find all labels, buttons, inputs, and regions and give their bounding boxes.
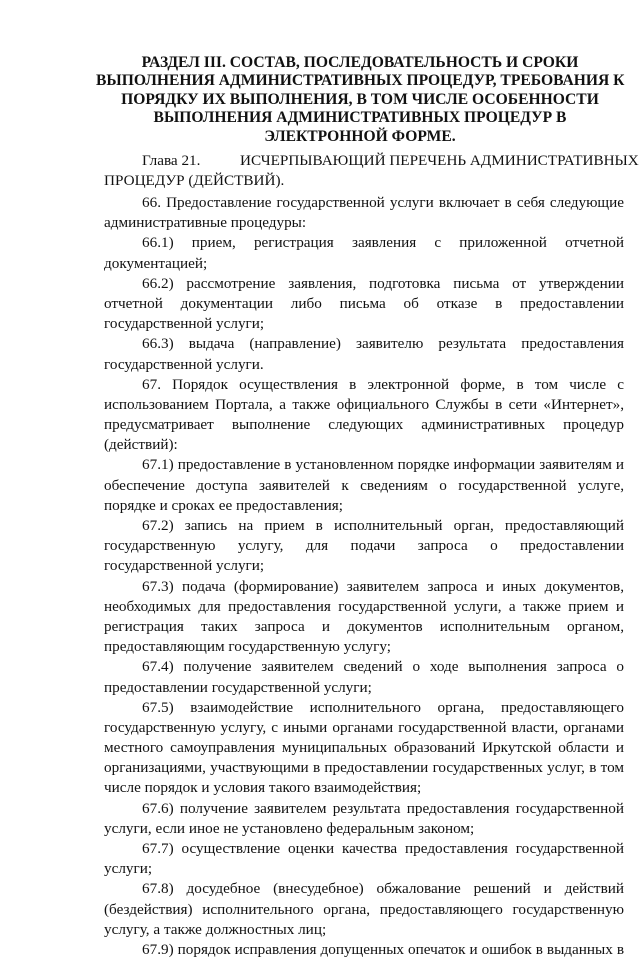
paragraph-line: использованием Портала, а также официального Службы в сети «Интернет», (104, 395, 624, 413)
section-title (96, 54, 624, 146)
document-body (104, 193, 624, 960)
paragraph-start-line: 67.3) подача (формирование) заявителем запроса и иных документов, (142, 577, 624, 595)
paragraph-start-line: 67.1) предоставление в установленном порядке информации заявителям и (142, 456, 624, 474)
paragraph-start-line: 66.2) рассмотрение заявления, подготовка письма от утверждении (142, 274, 624, 292)
paragraph-line: отчетной документации либо письма об отказе в предоставлении (104, 294, 624, 312)
section-title-line: РАЗДЕЛ III. СОСТАВ, ПОСЛЕДОВАТЕЛЬНОСТЬ И СРОКИ (141, 54, 579, 71)
paragraph-start-line: 67.4) получение заявителем сведений о ходе выполнения запроса о (142, 658, 624, 676)
paragraph-line: обеспечение доступа заявителей к сведениям о государственной услуге, (104, 476, 624, 494)
paragraph-line: услугу, а также должностных лиц; (104, 920, 327, 938)
paragraph-start-line: 67.5) взаимодействие исполнительного органа, предоставляющего (142, 698, 624, 716)
section-title-line: ПОРЯДКУ ИХ ВЫПОЛНЕНИЯ, В ТОМ ЧИСЛЕ ОСОБЕННОСТИ (121, 90, 599, 108)
paragraph-line: порядке и сроках ее предоставления; (104, 496, 343, 514)
paragraph-line: необходимых для предоставления государственной услуги, а также прием и (104, 597, 624, 615)
paragraph-line: регистрация таких запроса и документов исполнительным органом, (104, 617, 624, 635)
chapter-heading (104, 151, 639, 191)
paragraph-line: числе порядок и условия такого взаимодействия; (104, 779, 422, 797)
paragraph-start-line: 66.1) прием, регистрация заявления с приложенной отчетной (142, 234, 624, 252)
paragraph-start-line: 67. Порядок осуществления в электронной форме, в том числе с (142, 375, 624, 393)
paragraph-line: административные процедуры: (104, 214, 307, 232)
paragraph-line: государственной услуги; (104, 315, 265, 333)
paragraph-start-line: 66. Предоставление государственной услуги включает в себя следующие (142, 194, 624, 211)
paragraph-start-line: 67.6) получение заявителем результата предоставления государственной (142, 799, 624, 817)
chapter-number: Глава 21. (142, 152, 201, 169)
paragraph-line: (бездействия) исполнительного органа, предоставляющего государственную (104, 900, 624, 918)
paragraph-line: документацией; (104, 254, 208, 272)
paragraph-start-line: 67.8) досудебное (внесудебное) обжалование решений и действий (142, 880, 624, 898)
paragraph-line: предоставлении государственной услуги; (104, 678, 372, 696)
paragraph-line: услуги, если иное не установлено федеральным законом; (104, 819, 475, 837)
paragraph-line: государственную услугу, с иными органами государственной власти, органами (104, 718, 624, 736)
paragraph-start-line: 66.3) выдача (направление) заявителю результата предоставления (142, 335, 624, 353)
paragraph-line: организациями, участвующими в предоставлении государственных услуг, в том (104, 759, 624, 777)
chapter-title-line: ИСЧЕРПЫВАЮЩИЙ ПЕРЕЧЕНЬ АДМИНИСТРАТИВНЫХ (240, 152, 639, 169)
paragraph-line: услуги; (104, 860, 153, 878)
paragraph-line: государственной услуги; (104, 557, 265, 575)
paragraph-line: государственную услугу, для подачи запроса о предоставлении (104, 537, 624, 555)
section-title-line: ВЫПОЛНЕНИЯ АДМИНИСТРАТИВНЫХ ПРОЦЕДУР, ТРЕБОВАНИЯ К (96, 72, 625, 90)
paragraph-line: (действий): (104, 436, 178, 454)
paragraph-start-line: 67.2) запись на прием в исполнительный орган, предоставляющий (142, 517, 624, 534)
paragraph-start-line: 67.9) порядок исправления допущенных опечаток и ошибок в выданных в (142, 940, 624, 958)
section-title-line: ВЫПОЛНЕНИЯ АДМИНИСТРАТИВНЫХ ПРОЦЕДУР В (153, 109, 567, 127)
paragraph-line: предусматривает выполнение следующих административных процедур (104, 416, 624, 434)
section-title-line: ЭЛЕКТРОННОЙ ФОРМЕ. (264, 127, 456, 145)
chapter-title-line: ПРОЦЕДУР (ДЕЙСТВИЙ). (104, 172, 285, 190)
paragraph-line: государственной услуги. (104, 355, 264, 373)
paragraph-line: местного самоуправления муниципальных образований Иркутской области и (104, 739, 624, 757)
paragraph-start-line: 67.7) осуществление оценки качества предоставления государственной (142, 840, 624, 857)
paragraph-line: предоставляющим государственную услугу; (104, 638, 391, 656)
